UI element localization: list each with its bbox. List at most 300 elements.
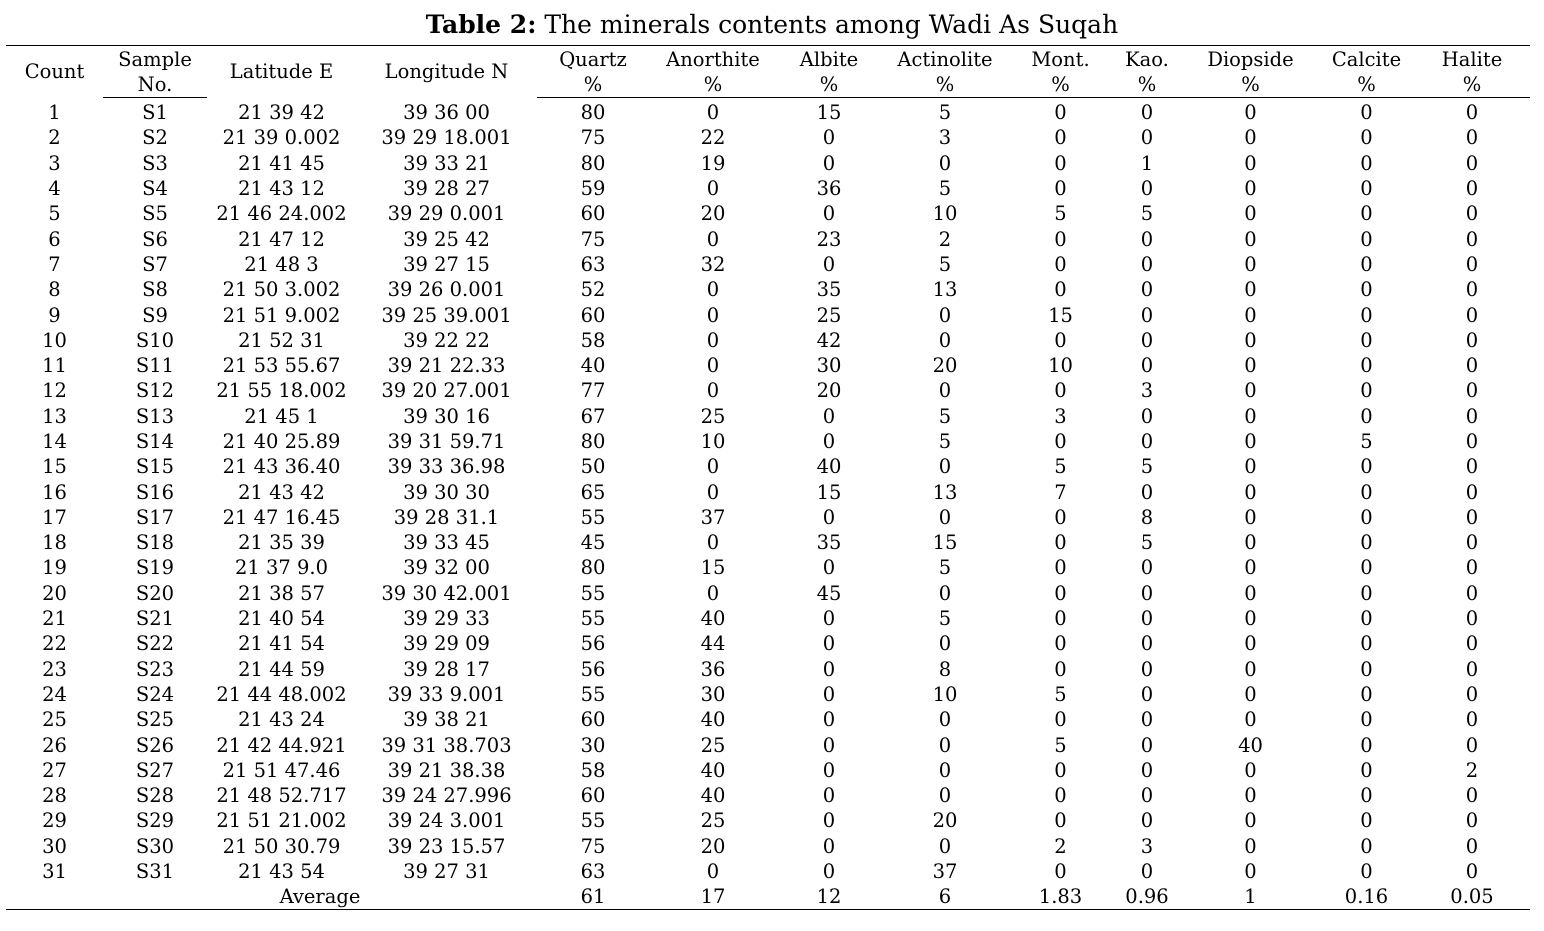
- cell-quartz: 40: [580, 354, 606, 378]
- cell-calcite: 0: [1360, 480, 1373, 504]
- cell-anorthite: 40: [700, 784, 726, 808]
- cell-latitude: 21 40 54: [238, 607, 325, 631]
- cell-diopside: 0: [1244, 834, 1257, 858]
- cell-kao: 0: [1140, 556, 1154, 580]
- cell-kao: 0: [1140, 177, 1154, 201]
- cell-latitude: 21 43 54: [238, 860, 325, 884]
- average-value: 0.16: [1319, 884, 1414, 910]
- cell-quartz: 55: [580, 581, 606, 605]
- cell-quartz: 77: [580, 379, 606, 403]
- table-row: [6, 606, 1530, 631]
- header-mineral-unit: %: [777, 72, 881, 98]
- cell-anorthite: 0: [706, 860, 720, 884]
- cell-mont: 0: [1054, 784, 1067, 808]
- cell-mont: 5: [1054, 202, 1067, 226]
- cell-count: 5: [48, 202, 61, 226]
- cell-sample-no: S8: [142, 278, 168, 302]
- cell-diopside: 0: [1244, 657, 1257, 681]
- cell-count: 25: [42, 708, 67, 732]
- cell-calcite: 0: [1360, 758, 1373, 782]
- header-mineral-unit: %: [537, 72, 649, 98]
- header-mineral-name: Quartz: [537, 46, 649, 73]
- cell-anorthite: 40: [700, 758, 726, 782]
- cell-actinolite: 10: [932, 202, 958, 226]
- cell-albite: 30: [816, 354, 842, 378]
- cell-quartz: 55: [580, 682, 606, 706]
- cell-mont: 0: [1054, 581, 1067, 605]
- cell-diopside: 0: [1244, 809, 1257, 833]
- cell-latitude: 21 46 24.002: [216, 202, 347, 226]
- cell-sample-no: S13: [135, 404, 175, 428]
- cell-count: 3: [48, 151, 61, 175]
- cell-mont: 0: [1054, 379, 1067, 403]
- cell-calcite: 5: [1360, 430, 1373, 453]
- cell-albite: 36: [816, 177, 842, 201]
- cell-anorthite: 0: [706, 531, 720, 555]
- cell-diopside: 0: [1244, 379, 1257, 403]
- cell-quartz: 67: [580, 404, 606, 428]
- cell-latitude: 21 52 31: [238, 328, 325, 352]
- cell-count: 4: [48, 177, 61, 201]
- cell-albite: 35: [816, 278, 842, 302]
- cell-mont: 0: [1054, 101, 1067, 125]
- cell-latitude: 21 45 1: [244, 404, 319, 428]
- cell-kao: 0: [1140, 758, 1154, 782]
- cell-anorthite: 0: [706, 303, 720, 327]
- cell-kao: 0: [1140, 860, 1154, 884]
- cell-kao: 0: [1140, 404, 1154, 428]
- cell-anorthite: 30: [700, 682, 726, 706]
- cell-actinolite: 5: [938, 430, 952, 453]
- cell-longitude: 39 32 00: [403, 556, 490, 580]
- cell-anorthite: 0: [706, 379, 720, 403]
- cell-mont: 0: [1054, 607, 1067, 631]
- header-mineral-name: Diopside: [1182, 46, 1319, 73]
- cell-quartz: 63: [580, 252, 606, 276]
- cell-quartz: 56: [580, 657, 606, 681]
- cell-halite: 0: [1465, 531, 1479, 555]
- cell-actinolite: 5: [938, 556, 952, 580]
- cell-anorthite: 0: [706, 177, 720, 201]
- cell-quartz: 60: [580, 303, 606, 327]
- cell-quartz: 55: [580, 505, 606, 529]
- cell-albite: 0: [822, 556, 836, 580]
- cell-longitude: 39 30 30: [403, 480, 490, 504]
- cell-longitude: 39 20 27.001: [381, 379, 512, 403]
- cell-kao: 0: [1140, 581, 1154, 605]
- cell-calcite: 0: [1360, 101, 1373, 125]
- average-value: 17: [649, 884, 777, 910]
- table-row: [6, 834, 1530, 859]
- cell-anorthite: 32: [700, 252, 726, 276]
- cell-calcite: 0: [1360, 379, 1373, 403]
- header-mineral-unit: %: [881, 72, 1009, 98]
- cell-count: 20: [42, 581, 67, 605]
- table-row: [6, 808, 1530, 833]
- cell-albite: 0: [822, 809, 836, 833]
- header-sample-no: No.: [103, 72, 207, 98]
- cell-diopside: 0: [1244, 581, 1257, 605]
- cell-kao: 0: [1140, 354, 1154, 378]
- cell-albite: 35: [816, 531, 842, 555]
- cell-diopside: 0: [1244, 860, 1257, 884]
- cell-halite: 0: [1465, 101, 1479, 125]
- cell-longitude: 39 29 33: [403, 607, 490, 631]
- cell-calcite: 0: [1360, 708, 1373, 732]
- cell-diopside: 0: [1244, 404, 1257, 428]
- cell-albite: 0: [822, 607, 836, 631]
- cell-mont: 0: [1054, 126, 1067, 150]
- cell-sample-no: S11: [135, 354, 175, 378]
- cell-sample-no: S12: [135, 379, 175, 403]
- cell-albite: 20: [816, 379, 842, 403]
- cell-sample-no: S18: [135, 531, 175, 555]
- cell-kao: 0: [1140, 101, 1154, 125]
- cell-calcite: 0: [1360, 303, 1373, 327]
- cell-longitude: 39 25 39.001: [381, 303, 512, 327]
- header-mineral-name: Anorthite: [649, 46, 777, 73]
- cell-sample-no: S17: [135, 505, 175, 529]
- cell-longitude: 39 26 0.001: [387, 278, 506, 302]
- cell-quartz: 75: [580, 126, 606, 150]
- cell-quartz: 56: [580, 632, 606, 656]
- cell-quartz: 58: [580, 758, 606, 782]
- cell-albite: 0: [822, 834, 836, 858]
- cell-halite: 0: [1465, 354, 1479, 378]
- cell-count: 16: [42, 480, 67, 504]
- cell-sample-no: S16: [135, 480, 175, 504]
- cell-longitude: 39 29 18.001: [381, 126, 512, 150]
- cell-actinolite: 0: [938, 581, 952, 605]
- cell-count: 21: [42, 607, 67, 631]
- cell-diopside: 0: [1244, 278, 1257, 302]
- cell-halite: 0: [1465, 834, 1479, 858]
- cell-halite: 0: [1465, 404, 1479, 428]
- cell-halite: 0: [1465, 151, 1479, 175]
- cell-latitude: 21 38 57: [238, 581, 325, 605]
- cell-halite: 0: [1465, 252, 1479, 276]
- header-latitude: Latitude E: [207, 46, 356, 98]
- cell-kao: 5: [1140, 531, 1154, 555]
- cell-anorthite: 37: [700, 505, 726, 529]
- cell-halite: 2: [1465, 758, 1479, 782]
- table-row: [6, 404, 1530, 429]
- cell-kao: 0: [1140, 632, 1154, 656]
- cell-diopside: 0: [1244, 607, 1257, 631]
- cell-sample-no: S24: [135, 682, 175, 706]
- cell-actinolite: 0: [938, 708, 952, 732]
- cell-calcite: 0: [1360, 860, 1373, 884]
- cell-quartz: 55: [580, 809, 606, 833]
- cell-longitude: 39 31 38.703: [381, 733, 512, 757]
- cell-count: 12: [42, 379, 67, 403]
- cell-diopside: 0: [1244, 202, 1257, 226]
- table-row: [6, 657, 1530, 682]
- cell-latitude: 21 43 12: [238, 177, 325, 201]
- cell-sample-no: S7: [142, 252, 168, 276]
- cell-actinolite: 0: [938, 328, 952, 352]
- cell-mont: 3: [1054, 404, 1067, 428]
- cell-diopside: 0: [1244, 682, 1257, 706]
- cell-actinolite: 0: [938, 834, 952, 858]
- average-value: 1.83: [1009, 884, 1112, 910]
- cell-latitude: 21 48 3: [244, 252, 319, 276]
- cell-halite: 0: [1465, 682, 1479, 706]
- cell-albite: 0: [822, 632, 836, 656]
- cell-albite: 0: [822, 784, 836, 808]
- cell-anorthite: 40: [700, 708, 726, 732]
- cell-albite: 45: [816, 581, 842, 605]
- cell-actinolite: 0: [938, 733, 952, 757]
- cell-quartz: 60: [580, 784, 606, 808]
- table-row: [6, 530, 1530, 555]
- cell-count: 26: [42, 733, 67, 757]
- cell-count: 27: [42, 758, 67, 782]
- cell-albite: 0: [822, 126, 836, 150]
- header-mineral-name: Kao.: [1112, 46, 1182, 73]
- cell-anorthite: 10: [700, 430, 726, 453]
- cell-latitude: 21 39 0.002: [222, 126, 341, 150]
- cell-halite: 0: [1465, 126, 1479, 150]
- cell-mont: 0: [1054, 531, 1067, 555]
- cell-halite: 0: [1465, 480, 1479, 504]
- cell-kao: 0: [1140, 657, 1154, 681]
- cell-count: 10: [42, 328, 67, 352]
- average-label: Average: [103, 884, 537, 910]
- header-mineral-unit: %: [1414, 72, 1530, 98]
- cell-latitude: 21 47 16.45: [222, 505, 341, 529]
- cell-mont: 0: [1054, 556, 1067, 580]
- cell-actinolite: 0: [938, 151, 952, 175]
- table-row: [6, 201, 1530, 226]
- table-row: [6, 859, 1530, 884]
- cell-anorthite: 0: [706, 278, 720, 302]
- cell-anorthite: 22: [700, 126, 726, 150]
- cell-anorthite: 36: [700, 657, 726, 681]
- cell-kao: 3: [1140, 834, 1154, 858]
- cell-longitude: 39 27 31: [403, 860, 490, 884]
- cell-anorthite: 20: [700, 834, 726, 858]
- cell-quartz: 45: [580, 531, 606, 555]
- cell-diopside: 0: [1244, 430, 1257, 453]
- cell-count: 8: [48, 278, 61, 302]
- cell-sample-no: S28: [135, 784, 175, 808]
- cell-sample-no: S25: [135, 708, 175, 732]
- table-row: [6, 732, 1530, 757]
- cell-calcite: 0: [1360, 177, 1373, 201]
- cell-anorthite: 15: [700, 556, 726, 580]
- cell-calcite: 0: [1360, 733, 1373, 757]
- cell-sample-no: S4: [142, 177, 168, 201]
- cell-mont: 10: [1048, 354, 1073, 378]
- cell-anorthite: 20: [700, 202, 726, 226]
- cell-sample-no: S15: [135, 455, 175, 479]
- cell-actinolite: 5: [938, 404, 952, 428]
- cell-calcite: 0: [1360, 581, 1373, 605]
- cell-quartz: 60: [580, 708, 606, 732]
- cell-count: 28: [42, 784, 67, 808]
- table-row: [6, 429, 1530, 454]
- cell-count: 2: [48, 126, 61, 150]
- cell-diopside: 0: [1244, 556, 1257, 580]
- cell-albite: 0: [822, 430, 836, 453]
- cell-diopside: 0: [1244, 177, 1257, 201]
- cell-mont: 0: [1054, 809, 1067, 833]
- cell-calcite: 0: [1360, 151, 1373, 175]
- cell-latitude: 21 51 47.46: [222, 758, 341, 782]
- average-value: 61: [537, 884, 649, 910]
- table-row: [6, 98, 1530, 126]
- cell-latitude: 21 47 12: [238, 227, 325, 251]
- cell-calcite: 0: [1360, 531, 1373, 555]
- cell-longitude: 39 25 42: [403, 227, 490, 251]
- cell-count: 22: [42, 632, 67, 656]
- cell-kao: 8: [1140, 505, 1154, 529]
- cell-halite: 0: [1465, 177, 1479, 201]
- cell-quartz: 80: [580, 430, 606, 453]
- table-caption: [0, 10, 1544, 40]
- table-row: [6, 555, 1530, 580]
- cell-actinolite: 3: [938, 126, 952, 150]
- cell-albite: 42: [816, 328, 842, 352]
- cell-mont: 0: [1054, 632, 1067, 656]
- average-value: 6: [881, 884, 1009, 910]
- cell-longitude: 39 36 00: [403, 100, 490, 124]
- cell-diopside: 0: [1244, 505, 1257, 529]
- cell-mont: 5: [1054, 682, 1067, 706]
- cell-calcite: 0: [1360, 404, 1373, 428]
- cell-diopside: 0: [1244, 354, 1257, 378]
- cell-sample-no: S26: [135, 733, 175, 757]
- cell-quartz: 65: [580, 480, 606, 504]
- cell-albite: 23: [816, 227, 842, 251]
- cell-mont: 0: [1054, 177, 1067, 201]
- cell-diopside: 0: [1244, 151, 1257, 175]
- cell-quartz: 50: [580, 455, 606, 479]
- cell-actinolite: 5: [938, 252, 952, 276]
- cell-longitude: 39 27 15: [403, 252, 490, 276]
- cell-longitude: 39 38 21: [403, 708, 490, 732]
- cell-halite: 0: [1465, 455, 1479, 479]
- cell-latitude: 21 40 25.89: [222, 430, 341, 453]
- table-row: [6, 226, 1530, 251]
- cell-count: 23: [42, 657, 67, 681]
- cell-actinolite: 0: [938, 455, 952, 479]
- cell-kao: 0: [1140, 607, 1154, 631]
- header-mineral-name: Halite: [1414, 46, 1530, 73]
- cell-longitude: 39 24 27.996: [381, 784, 512, 808]
- cell-quartz: 30: [580, 733, 606, 757]
- cell-sample-no: S5: [142, 202, 168, 226]
- cell-sample-no: S20: [135, 581, 175, 605]
- table-row: [6, 454, 1530, 479]
- cell-mont: 0: [1054, 657, 1067, 681]
- cell-halite: 0: [1465, 860, 1479, 884]
- cell-longitude: 39 33 21: [403, 151, 490, 175]
- cell-calcite: 0: [1360, 632, 1373, 656]
- cell-longitude: 39 21 38.38: [387, 758, 506, 782]
- cell-latitude: 21 37 9.0: [234, 556, 329, 580]
- header-mineral-unit: %: [1112, 72, 1182, 98]
- table-caption-text: The minerals contents among Wadi As Suqah: [536, 10, 1119, 39]
- cell-halite: 0: [1465, 708, 1479, 732]
- cell-calcite: 0: [1360, 354, 1373, 378]
- cell-longitude: 39 29 09: [403, 632, 490, 656]
- cell-calcite: 0: [1360, 252, 1373, 276]
- cell-diopside: 0: [1244, 455, 1257, 479]
- cell-halite: 0: [1465, 227, 1479, 251]
- cell-calcite: 0: [1360, 227, 1373, 251]
- table-row: [6, 353, 1530, 378]
- cell-halite: 0: [1465, 809, 1479, 833]
- cell-calcite: 0: [1360, 809, 1373, 833]
- cell-mont: 5: [1054, 455, 1067, 479]
- cell-halite: 0: [1465, 278, 1479, 302]
- cell-mont: 2: [1054, 834, 1067, 858]
- cell-latitude: 21 42 44.921: [216, 733, 347, 757]
- cell-latitude: 21 35 39: [238, 531, 325, 555]
- cell-latitude: 21 43 24: [238, 708, 325, 732]
- cell-count: 15: [42, 455, 67, 479]
- cell-actinolite: 10: [932, 682, 958, 706]
- cell-mont: 0: [1054, 328, 1067, 352]
- cell-latitude: 21 50 30.79: [222, 834, 341, 858]
- table-row: [6, 302, 1530, 327]
- cell-anorthite: 25: [700, 809, 726, 833]
- cell-albite: 0: [822, 682, 836, 706]
- cell-latitude: 21 55 18.002: [216, 379, 347, 403]
- cell-actinolite: 0: [938, 303, 952, 327]
- cell-kao: 1: [1140, 151, 1154, 175]
- header-mineral-name: Mont.: [1009, 46, 1112, 73]
- cell-longitude: 39 33 9.001: [387, 682, 506, 706]
- cell-halite: 0: [1465, 632, 1479, 656]
- cell-kao: 0: [1140, 303, 1154, 327]
- cell-quartz: 58: [580, 328, 606, 352]
- cell-halite: 0: [1465, 430, 1479, 453]
- header-mineral-name: Albite: [777, 46, 881, 73]
- cell-anorthite: 0: [706, 101, 720, 125]
- cell-longitude: 39 29 0.001: [387, 202, 506, 226]
- average-blank-cell: [6, 884, 103, 910]
- cell-anorthite: 0: [706, 480, 720, 504]
- cell-calcite: 0: [1360, 657, 1373, 681]
- cell-albite: 0: [822, 657, 836, 681]
- table-body: [6, 98, 1530, 885]
- cell-diopside: 0: [1244, 784, 1257, 808]
- cell-actinolite: 5: [938, 101, 952, 125]
- cell-actinolite: 8: [938, 657, 952, 681]
- cell-sample-no: S3: [142, 151, 168, 175]
- cell-count: 1: [48, 100, 61, 124]
- cell-kao: 0: [1140, 252, 1154, 276]
- cell-sample-no: S29: [135, 809, 175, 833]
- cell-count: 14: [42, 430, 67, 453]
- table-row: [6, 479, 1530, 504]
- cell-anorthite: 0: [706, 581, 720, 605]
- average-value: 12: [777, 884, 881, 910]
- cell-kao: 3: [1140, 379, 1154, 403]
- header-mineral-unit: %: [1319, 72, 1414, 98]
- cell-halite: 0: [1465, 784, 1479, 808]
- cell-albite: 0: [822, 202, 836, 226]
- cell-count: 9: [48, 303, 61, 327]
- cell-count: 29: [42, 809, 67, 833]
- cell-halite: 0: [1465, 328, 1479, 352]
- cell-calcite: 0: [1360, 682, 1373, 706]
- cell-diopside: 0: [1244, 480, 1257, 504]
- average-value: 1: [1182, 884, 1319, 910]
